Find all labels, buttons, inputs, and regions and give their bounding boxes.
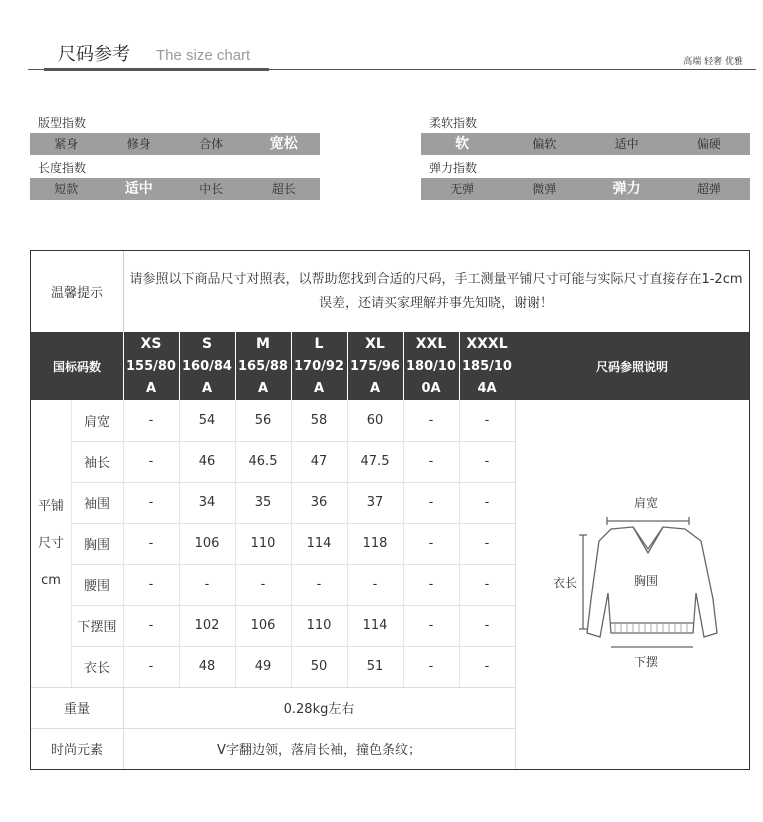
fit-option-0: 紧身 xyxy=(54,137,79,151)
style-label: 时尚元素 xyxy=(50,743,103,758)
table-cell: 110 xyxy=(306,618,332,633)
fit-option-1: 修身 xyxy=(126,137,151,151)
size-code-5: XXL xyxy=(403,332,459,356)
stretch-index-bar xyxy=(421,178,750,200)
std-code-0: 155/80A xyxy=(123,356,179,400)
table-cell: 56 xyxy=(254,413,272,428)
table-cell: - xyxy=(484,495,490,510)
table-cell: 54 xyxy=(198,413,216,428)
style-value: V字翻边领，落肩长袖，撞色条纹； xyxy=(217,743,421,758)
table-cell: - xyxy=(428,659,434,674)
diagram-hem-label: 下摆 xyxy=(633,654,658,669)
notice-label: 温馨提示 xyxy=(50,286,103,301)
table-cell: 48 xyxy=(198,659,216,674)
table-cell: - xyxy=(428,413,434,428)
diagram-shoulder-label: 肩宽 xyxy=(633,495,658,510)
size-code-0: XS xyxy=(123,332,179,356)
table-cell: 46.5 xyxy=(248,454,278,469)
table-cell: - xyxy=(260,577,266,592)
std-code-2: 165/88A xyxy=(235,356,291,400)
std-code-6: 185/104A xyxy=(459,356,515,400)
table-cell: - xyxy=(484,577,490,592)
fit-option-3: 宽松 xyxy=(269,136,298,152)
table-cell: 118 xyxy=(362,536,388,551)
table-cell: 34 xyxy=(198,495,216,510)
table-cell: - xyxy=(428,454,434,469)
table-cell: - xyxy=(484,618,490,633)
table-cell: - xyxy=(372,577,378,592)
flat-size-group-label: 平铺 尺寸 cm xyxy=(37,499,64,588)
table-cell: - xyxy=(148,618,154,633)
softness-index-label: 柔软指数 xyxy=(429,116,478,130)
size-code-3: L xyxy=(291,332,347,356)
table-cell: 114 xyxy=(362,618,388,633)
measure-name: 袖围 xyxy=(83,497,110,512)
softness-index-bar xyxy=(421,133,750,155)
table-cell: - xyxy=(148,413,154,428)
size-reference-label: 尺码参照说明 xyxy=(515,332,749,400)
stretch-option-1: 微弹 xyxy=(532,182,557,196)
length-index-label: 长度指数 xyxy=(38,161,87,175)
table-cell: - xyxy=(484,454,490,469)
table-cell: - xyxy=(428,577,434,592)
length-option-2: 中长 xyxy=(199,182,224,196)
table-cell: - xyxy=(428,536,434,551)
header-divider xyxy=(28,69,756,70)
table-cell: 49 xyxy=(254,659,272,674)
length-option-3: 超长 xyxy=(271,182,296,196)
weight-label: 重量 xyxy=(63,702,90,717)
std-code-4: 175/96A xyxy=(347,356,403,400)
length-option-0: 短款 xyxy=(54,182,79,196)
table-cell: - xyxy=(484,659,490,674)
page-title: 尺码参考 xyxy=(58,44,130,65)
fit-index-label: 版型指数 xyxy=(38,116,87,130)
std-code-3: 170/92A xyxy=(291,356,347,400)
table-cell: - xyxy=(148,659,154,674)
soft-option-1: 偏软 xyxy=(532,137,557,151)
stretch-option-0: 无弹 xyxy=(450,182,475,196)
measure-name: 肩宽 xyxy=(83,415,110,430)
table-cell: - xyxy=(484,413,490,428)
table-cell: 47.5 xyxy=(360,454,390,469)
size-code-1: S xyxy=(179,332,235,356)
table-cell: 102 xyxy=(194,618,220,633)
table-cell: 47 xyxy=(310,454,328,469)
measure-name: 下摆围 xyxy=(77,620,117,635)
table-cell: 106 xyxy=(250,618,276,633)
table-cell: 51 xyxy=(366,659,384,674)
soft-option-2: 适中 xyxy=(614,137,639,151)
table-cell: 35 xyxy=(254,495,272,510)
stretch-option-2: 弹力 xyxy=(612,181,641,197)
table-cell: 60 xyxy=(366,413,384,428)
table-cell: 110 xyxy=(250,536,276,551)
table-cell: - xyxy=(148,454,154,469)
table-cell: 114 xyxy=(306,536,332,551)
std-size-label: 国标码数 xyxy=(31,332,123,400)
measure-name: 腰围 xyxy=(83,579,110,594)
weight-value: 0.28kg左右 xyxy=(283,702,355,717)
measure-name: 袖长 xyxy=(83,456,110,471)
size-code-4: XL xyxy=(347,332,403,356)
std-code-5: 180/100A xyxy=(403,356,459,400)
diagram-chest-label: 胸围 xyxy=(633,573,658,588)
measure-name: 胸围 xyxy=(83,538,110,553)
table-cell: - xyxy=(428,495,434,510)
soft-option-3: 偏硬 xyxy=(696,137,721,151)
page-subtitle: The size chart xyxy=(156,47,251,64)
table-cell: - xyxy=(148,536,154,551)
table-cell: 58 xyxy=(310,413,328,428)
table-cell: 106 xyxy=(194,536,220,551)
table-cell: - xyxy=(148,495,154,510)
std-code-1: 160/84A xyxy=(179,356,235,400)
length-index-bar xyxy=(30,178,320,200)
table-cell: - xyxy=(316,577,322,592)
table-cell: - xyxy=(484,536,490,551)
diagram-length-label: 衣长 xyxy=(552,575,577,590)
length-option-1: 适中 xyxy=(124,181,153,197)
stretch-option-3: 超弹 xyxy=(696,182,721,196)
table-cell: 46 xyxy=(198,454,216,469)
table-cell: - xyxy=(428,618,434,633)
fit-option-2: 合体 xyxy=(199,137,224,151)
table-cell: 50 xyxy=(310,659,328,674)
table-cell: - xyxy=(204,577,210,592)
fit-index-bar xyxy=(30,133,320,155)
stretch-index-label: 弹力指数 xyxy=(429,161,478,175)
table-cell: 36 xyxy=(310,495,328,510)
size-code-6: XXXL xyxy=(459,332,515,356)
notice-text: 请参照以下商品尺寸对照表，以帮助您找到合适的尺码，手工测量平铺尺寸可能与实际尺寸直接存在1-2cm误差，还请买家理解并事先知晓，谢谢！ xyxy=(129,271,743,311)
size-code-2: M xyxy=(235,332,291,356)
table-cell: - xyxy=(148,577,154,592)
soft-option-0: 软 xyxy=(455,136,470,152)
size-table xyxy=(30,250,750,770)
measure-name: 衣长 xyxy=(83,661,110,676)
table-cell: 37 xyxy=(366,495,384,510)
brand-tags: 高端 轻奢 优雅 xyxy=(683,57,743,67)
